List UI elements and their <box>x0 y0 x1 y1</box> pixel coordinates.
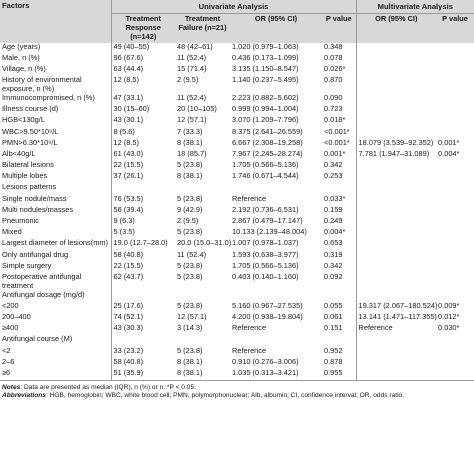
p-value-cell: 0.018* <box>324 115 346 125</box>
multivariate-or-ci-cell <box>356 335 436 346</box>
treatment-failure-cell: 5 (23.8) <box>177 227 203 237</box>
treatment-response-cell: 19.0 (12.7–28.0) <box>111 239 175 250</box>
table-row <box>0 116 474 127</box>
treatment-response-cell: 25 (17.6) <box>111 302 175 313</box>
or-ci-cell: 1.746 (0.671–4.544) <box>232 171 299 181</box>
multivariate-or-ci-cell <box>356 161 436 172</box>
or-ci-cell: 2.867 (0.479–17.147) <box>232 216 303 225</box>
factor-cell: <200 <box>2 300 19 310</box>
factor-cell: WBC>9.50*10⁹/L <box>2 126 59 136</box>
factor-cell: Multiple lobes <box>2 171 48 181</box>
treatment-failure-cell: 2 (9.5) <box>177 216 199 225</box>
p-value-cell: 0.955 <box>322 369 356 381</box>
treatment-response-cell: 43 (30.1) <box>111 116 175 127</box>
factor-cell: 200–400 <box>2 312 31 322</box>
table-row <box>0 369 474 381</box>
or-ci-cell: 2.192 (0.736–6.531) <box>232 204 299 214</box>
treatment-failure-cell: 12 (57.1) <box>177 312 207 322</box>
treatment-failure-cell: 5 (23.8) <box>177 260 203 270</box>
table-row <box>0 76 474 94</box>
p-value-cell: 0.159 <box>324 204 343 214</box>
treatment-failure-cell: 8 (38.1) <box>175 369 230 381</box>
multivariate-or-ci-cell: 7.781 (1.947–31.089) <box>356 150 436 161</box>
treatment-failure-cell: 5 (23.8) <box>177 271 203 281</box>
header-p-value-multivariate: P value <box>436 14 474 43</box>
treatment-failure-cell: 2 (9.5) <box>177 75 199 85</box>
or-ci-cell: 3.070 (1.209–7.796) <box>232 115 299 125</box>
p-value-cell: 0.033* <box>324 193 346 203</box>
factor-cell: Village, n (%) <box>2 64 46 73</box>
abbreviations-label: Abbreviations <box>2 392 46 400</box>
multivariate-p-value-cell <box>436 161 474 172</box>
treatment-response-cell: 37 (26.1) <box>111 172 175 183</box>
factor-cell: Single nodule/mass <box>2 193 67 203</box>
treatment-response-cell <box>111 335 175 346</box>
or-ci-cell: 1.705 (0.566–5.136) <box>232 260 299 270</box>
treatment-response-cell: 43 (30.3) <box>111 324 175 335</box>
factor-cell: PMN>6.30*10⁹/L <box>2 137 58 147</box>
header-treatment-failure: Treatment Failure (n=21) <box>175 14 230 43</box>
header-multivariate: Multivariate Analysis <box>356 0 474 14</box>
treatment-failure-cell: 7 (33.3) <box>177 126 203 136</box>
or-ci-cell: 1.593 (0.638–3.977) <box>232 249 299 259</box>
header-factors: Factors <box>0 0 111 43</box>
treatment-failure-cell: 20.0 (15.0–31.0) <box>177 238 232 248</box>
multivariate-p-value-cell <box>436 217 474 228</box>
treatment-failure-cell: 20 (10–105) <box>177 104 217 114</box>
multivariate-or-ci-cell <box>356 262 436 273</box>
notes-text: : Data are presented as median (IQR), n (%) or n. *P < 0.05. <box>20 384 196 392</box>
or-ci-cell: 1.007 (0.978–1.037) <box>232 238 299 248</box>
multivariate-or-ci-cell <box>356 228 436 239</box>
or-ci-cell: 8.375 (2.641–26.559) <box>232 126 303 136</box>
or-ci-cell: Reference <box>232 193 267 203</box>
factor-cell: Multi nodules/masses <box>2 204 74 214</box>
multivariate-p-value-cell <box>436 335 474 346</box>
treatment-failure-cell: 18 (85.7) <box>177 148 207 158</box>
multivariate-p-value-cell <box>436 43 474 54</box>
factor-cell: Illness course (d) <box>2 104 59 114</box>
treatment-response-cell: 8 (5.6) <box>111 128 175 139</box>
multivariate-p-value-cell: 0.012* <box>438 312 460 322</box>
abbreviations-text: : HGB, hemoglobin; WBC, white blood cell; PMN, polymorphonuclear; Alb, albumin; CI, confidence interval; OR, odds ratio. <box>45 392 405 400</box>
p-value-cell: 0.319 <box>324 249 343 259</box>
or-ci-cell: 0.403 (0.140–1.160) <box>232 271 299 281</box>
multivariate-p-value-cell: 0.030* <box>438 323 460 333</box>
multivariate-or-ci-cell <box>356 195 436 206</box>
factor-cell: Male, n (%) <box>2 52 40 62</box>
treatment-response-cell: 63 (44.4) <box>111 65 175 76</box>
or-ci-cell: 0.910 (0.276–3.006) <box>232 356 299 366</box>
factor-cell: Immunocompromised, n (%) <box>2 92 95 102</box>
treatment-failure-cell: 8 (38.1) <box>177 356 203 366</box>
factor-cell: ≥6 <box>0 369 111 381</box>
multivariate-or-ci-cell <box>356 116 436 127</box>
p-value-cell: 0.092 <box>324 271 343 281</box>
or-ci-cell: 1.140 (0.237–5.495) <box>232 75 299 85</box>
p-value-cell: 0.342 <box>324 260 343 270</box>
multivariate-p-value-cell: 0.001* <box>438 137 460 147</box>
treatment-response-cell: 22 (15.5) <box>111 262 175 273</box>
or-ci-cell: 0.436 (0.173–1.099) <box>232 52 299 62</box>
treatment-response-cell: 12 (8.5) <box>111 139 175 150</box>
treatment-response-cell: 61 (43.0) <box>111 150 175 161</box>
factor-cell: Age (years) <box>2 41 41 51</box>
or-ci-cell: Reference <box>232 323 267 333</box>
p-value-cell: 0.055 <box>324 300 343 310</box>
table-row <box>0 239 474 250</box>
p-value-cell: 0.342 <box>324 160 343 170</box>
factor-cell: ≥400 <box>2 323 19 333</box>
p-value-cell: 0.078 <box>324 52 343 62</box>
p-value-cell: 0.249 <box>324 216 343 225</box>
treatment-response-cell: 30 (15–60) <box>111 105 175 116</box>
p-value-cell: 0.151 <box>324 323 343 333</box>
multivariate-p-value-cell <box>436 347 474 358</box>
multivariate-p-value-cell: 0.009* <box>438 300 460 310</box>
factor-cell: Lesions patterns <box>2 182 57 192</box>
or-ci-cell: 1.035 (0.313–3.421) <box>230 369 322 381</box>
table-row <box>0 273 474 291</box>
p-value-cell <box>322 183 356 194</box>
treatment-response-cell: 56 (39.4) <box>111 206 175 217</box>
treatment-failure-cell: 11 (52.4) <box>177 52 207 62</box>
table-row <box>0 335 474 346</box>
or-ci-cell: 7.967 (2.245–28.274) <box>232 148 303 158</box>
multivariate-p-value-cell <box>436 251 474 262</box>
multivariate-p-value-cell <box>436 358 474 369</box>
treatment-response-cell <box>111 183 175 194</box>
treatment-response-cell: 49 (40–55) <box>111 43 175 54</box>
multivariate-or-ci-cell <box>356 239 436 250</box>
treatment-failure-cell: 5 (23.8) <box>177 193 203 203</box>
multivariate-or-ci-cell <box>356 105 436 116</box>
multivariate-or-ci-cell <box>356 273 436 291</box>
multivariate-p-value-cell <box>436 94 474 105</box>
treatment-response-cell: 76 (53.5) <box>111 195 175 206</box>
multivariate-p-value-cell <box>436 172 474 183</box>
factor-cell: Bilateral lesions <box>2 160 54 170</box>
header-or-ci-multivariate: OR (95% CI) <box>356 14 436 43</box>
multivariate-p-value-cell: 0.004* <box>438 148 460 158</box>
factor-cell: Mixed <box>2 227 22 237</box>
notes-label: Notes <box>2 384 21 392</box>
or-ci-cell: Reference <box>232 345 267 355</box>
p-value-cell: 0.061 <box>324 312 343 322</box>
multivariate-p-value-cell <box>436 183 474 194</box>
p-value-cell: 0.653 <box>324 238 343 248</box>
multivariate-or-ci-cell <box>356 94 436 105</box>
multivariate-or-ci-cell: 18.079 (3.539–92.352) <box>356 139 436 150</box>
header-or-ci: OR (95% CI) <box>230 14 322 43</box>
factor-cell: Largest diameter of lesions(mm) <box>2 238 108 248</box>
multivariate-p-value-cell <box>436 206 474 217</box>
multivariate-p-value-cell <box>436 273 474 291</box>
p-value-cell: 0.253 <box>324 171 343 181</box>
multivariate-p-value-cell <box>436 54 474 65</box>
factor-cell: Alb<40g/L <box>2 148 36 158</box>
treatment-failure-cell: 12 (57.1) <box>177 115 207 125</box>
factor-cell: Antifungal dosage (mg/d) <box>2 289 85 299</box>
treatment-failure-cell: 8 (38.1) <box>177 171 203 181</box>
treatment-response-cell: 58 (40.8) <box>111 251 175 262</box>
multivariate-or-ci-cell: Reference <box>356 324 436 335</box>
multivariate-p-value-cell <box>436 369 474 381</box>
treatment-failure-cell: 5 (23.8) <box>177 345 203 355</box>
treatment-response-cell: 62 (43.7) <box>111 273 175 291</box>
treatment-failure-cell: 11 (52.4) <box>177 92 207 102</box>
multivariate-or-ci-cell <box>356 358 436 369</box>
multivariate-or-ci-cell <box>356 76 436 94</box>
multivariate-p-value-cell <box>436 65 474 76</box>
multivariate-or-ci-cell <box>356 54 436 65</box>
treatment-response-cell: 22 (15.5) <box>111 161 175 172</box>
multivariate-p-value-cell <box>436 116 474 127</box>
factor-cell: HGB<130g/L <box>2 115 45 125</box>
table-row <box>0 183 474 194</box>
or-ci-cell: 4.200 (0.938–19.804) <box>232 312 303 322</box>
treatment-failure-cell: 3 (14.3) <box>177 323 203 333</box>
factor-cell: Simple surgery <box>2 260 52 270</box>
or-ci-cell: 5.160 (0.967–27.535) <box>232 300 303 310</box>
p-value-cell: <0.001* <box>324 137 350 147</box>
header-p-value: P value <box>322 14 356 43</box>
p-value-cell: 0.878 <box>324 356 343 366</box>
treatment-failure-cell <box>175 183 230 194</box>
treatment-failure-cell: 9 (42.9) <box>177 204 203 214</box>
treatment-failure-cell: 5 (23.8) <box>177 300 203 310</box>
header-treatment-response: Treatment Response (n=142) <box>111 14 175 43</box>
p-value-cell: <0.001* <box>324 126 350 136</box>
header-univariate: Univariate Analysis <box>111 0 356 14</box>
treatment-response-cell: 9 (6.3) <box>111 217 175 228</box>
treatment-response-cell: 47 (33.1) <box>111 94 175 105</box>
factor-cell: Only antifungal drug <box>2 249 69 259</box>
treatment-failure-cell <box>175 335 230 346</box>
or-ci-cell: 6.667 (2.308–19.258) <box>232 137 303 147</box>
or-ci-cell: 2.223 (0.882–5.602) <box>232 92 299 102</box>
multivariate-or-ci-cell <box>356 251 436 262</box>
p-value-cell: 0.723 <box>324 104 343 114</box>
multivariate-or-ci-cell <box>356 369 436 381</box>
treatment-response-cell: 51 (35.9) <box>111 369 175 381</box>
or-ci-cell <box>230 335 322 346</box>
p-value-cell: 0.001* <box>324 148 346 158</box>
or-ci-cell: 3.135 (1.150–8.547) <box>232 64 299 73</box>
or-ci-cell: 10.133 (2.139–48.004) <box>232 227 307 237</box>
treatment-response-cell: 58 (40.8) <box>111 358 175 369</box>
table-row <box>0 128 474 139</box>
treatment-failure-cell: 15 (71.4) <box>177 64 207 73</box>
multivariate-p-value-cell <box>436 105 474 116</box>
multivariate-or-ci-cell <box>356 172 436 183</box>
multivariate-p-value-cell <box>436 262 474 273</box>
treatment-response-cell: 33 (23.2) <box>111 347 175 358</box>
multivariate-or-ci-cell <box>356 43 436 54</box>
multivariate-p-value-cell <box>436 76 474 94</box>
p-value-cell: 0.870 <box>324 75 343 85</box>
multivariate-p-value-cell <box>436 128 474 139</box>
abbreviations-line <box>2 392 472 400</box>
multivariate-p-value-cell <box>436 195 474 206</box>
or-ci-cell: 0.999 (0.994–1.004) <box>232 104 299 114</box>
table-notes <box>0 381 474 400</box>
multivariate-or-ci-cell <box>356 206 436 217</box>
factor-cell: History of environmental exposure, n (%) <box>2 75 82 94</box>
or-ci-cell: 1.020 (0.979–1.063) <box>232 41 299 51</box>
multivariate-or-ci-cell <box>356 183 436 194</box>
factor-cell: 2–6 <box>2 356 15 366</box>
multivariate-or-ci-cell <box>356 128 436 139</box>
treatment-response-cell: 74 (52.1) <box>111 313 175 324</box>
treatment-response-cell: 96 (67.6) <box>111 54 175 65</box>
multivariate-or-ci-cell: 13.141 (1.471–117.355) <box>356 313 436 324</box>
multivariate-or-ci-cell <box>356 217 436 228</box>
treatment-failure-cell: 11 (52.4) <box>177 249 207 259</box>
multivariate-p-value-cell <box>436 239 474 250</box>
or-ci-cell: 1.705 (0.566–5.136) <box>232 160 299 170</box>
factor-cell: Pneumonic <box>2 216 39 225</box>
treatment-response-cell: 12 (8.5) <box>111 76 175 94</box>
table-body <box>0 43 474 381</box>
table-row <box>0 172 474 183</box>
or-ci-cell <box>230 183 322 194</box>
p-value-cell <box>322 335 356 346</box>
factor-cell: Antifungal course (M) <box>2 334 73 344</box>
treatment-failure-cell: 48 (42–61) <box>177 41 213 51</box>
multivariate-or-ci-cell <box>356 347 436 358</box>
p-value-cell: 0.952 <box>324 345 343 355</box>
p-value-cell: 0.026* <box>324 64 346 73</box>
treatment-failure-cell: 5 (23.8) <box>177 160 203 170</box>
multivariate-or-ci-cell <box>356 65 436 76</box>
p-value-cell: 0.090 <box>324 92 343 102</box>
factor-cell: <2 <box>2 345 11 355</box>
multivariate-or-ci-cell: 19.317 (2.067–180.524) <box>356 302 436 313</box>
p-value-cell: 0.348 <box>324 41 343 51</box>
notes-line <box>2 384 472 392</box>
factor-cell: Postoperative antifungal treatment <box>2 271 82 290</box>
multivariate-p-value-cell <box>436 228 474 239</box>
treatment-response-cell: 5 (3.5) <box>111 228 175 239</box>
p-value-cell: 0.004* <box>324 227 346 237</box>
treatment-failure-cell: 8 (38.1) <box>177 137 203 147</box>
